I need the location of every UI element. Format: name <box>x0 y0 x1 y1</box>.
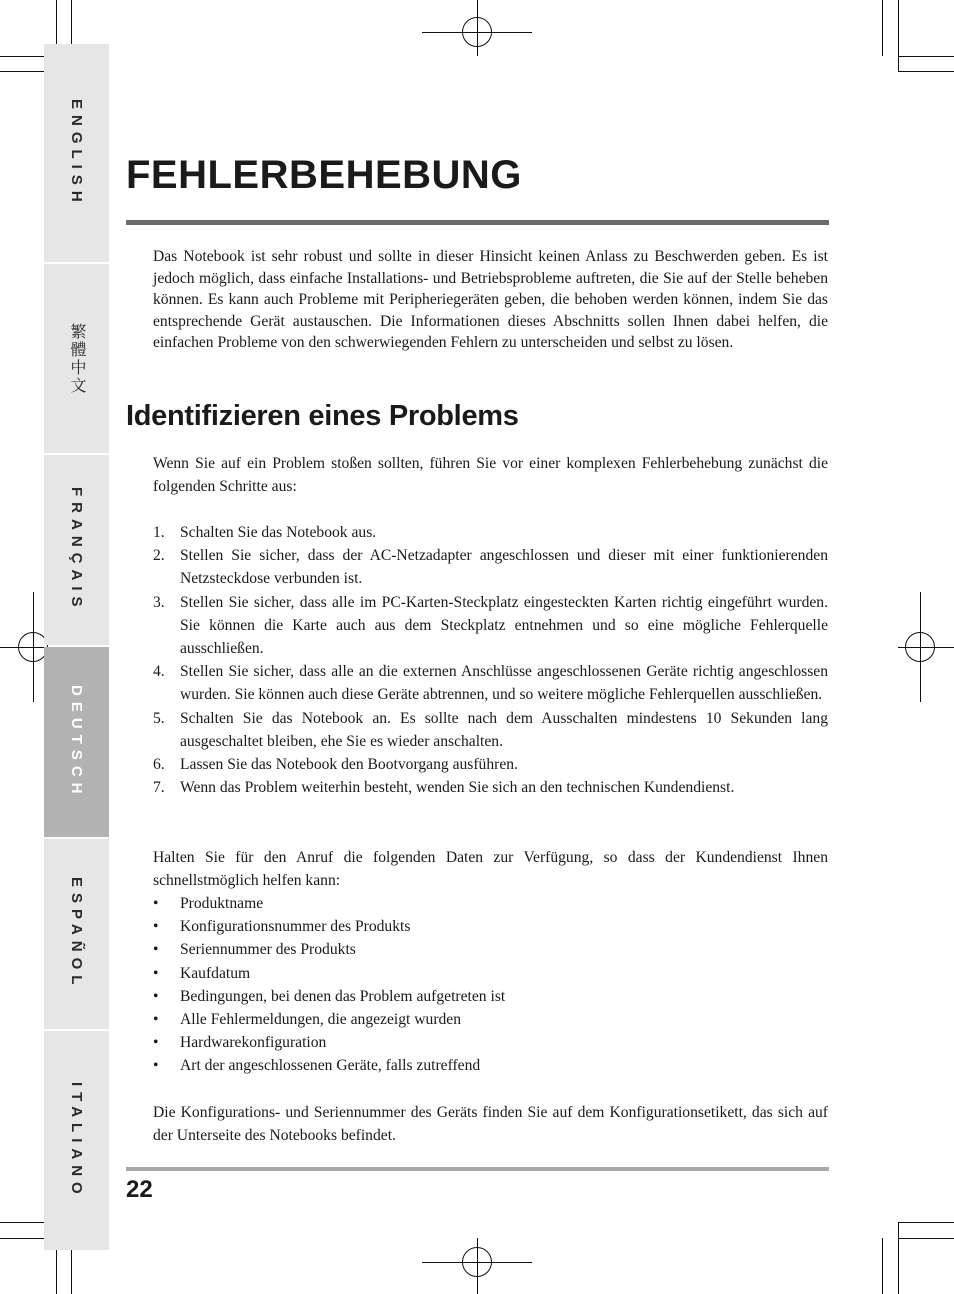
step-number: 5. <box>153 709 165 727</box>
closing-paragraph: Die Konfigurations- und Seriennummer des Geräts finden Sie auf dem Konfigurationsetikett, das sich auf der Unterseite des Notebooks befindet. <box>153 1104 828 1145</box>
tab-espanol[interactable] <box>44 839 109 1029</box>
title-divider <box>126 220 829 225</box>
bullet-marker: • <box>153 895 159 912</box>
step-number: 3. <box>153 593 165 611</box>
tab-italiano[interactable] <box>44 1031 109 1250</box>
list-item <box>153 1054 828 1077</box>
section-title: Identifizieren eines Problems <box>126 400 519 432</box>
language-tabs <box>44 44 109 1250</box>
bullet-text: Bedingungen, bei denen das Problem aufgetreten ist <box>180 987 506 1005</box>
section-intro: Wenn Sie auf ein Problem stoßen sollten, führen Sie vor einer komplexen Fehlerbehebung zunächst die folgenden Schritte aus: <box>153 455 828 496</box>
page-title: FEHLERBEHEBUNG <box>126 153 522 197</box>
step-text: Wenn das Problem weiterhin besteht, wenden Sie sich an den technischen Kundendienst. <box>180 779 735 797</box>
step-number: 2. <box>153 547 165 565</box>
bullet-text: Kaufdatum <box>180 964 251 982</box>
support-intro: Halten Sie für den Anruf die folgenden Daten zur Verfügung, so dass der Kundendienst Ihnen schnellstmöglich helfen kann: <box>153 849 828 890</box>
step-text: Lassen Sie das Notebook den Bootvorgang ausführen. <box>180 756 518 774</box>
list-item <box>153 544 828 590</box>
step-text: Schalten Sie das Notebook aus. <box>180 524 377 541</box>
list-item <box>153 660 828 706</box>
list-item <box>153 892 828 915</box>
bullet-marker: • <box>153 941 159 959</box>
bullet-marker: • <box>153 1034 159 1052</box>
list-item <box>153 1031 828 1054</box>
step-text: Stellen Sie sicher, dass der AC-Netzadapter angeschlossen und dieser mit einer funktionierenden Netzsteckdose verbunden ist. <box>180 547 828 588</box>
list-item <box>153 521 828 544</box>
bullet-text: Konfigurationsnummer des Produkts <box>180 918 411 936</box>
intro-paragraph: Das Notebook ist sehr robust und sollte in dieser Hinsicht keinen Anlass zu Beschwerden geben. Es ist jedoch möglich, dass einfache Installations- und Betriebsprobleme auftreten, die Sie auf der Stelle beheben können. Es kann auch Probleme mit Peripheriegeräten geben, die behoben werden können, indem Sie das entsprechende Gerät austauschen. Die Informationen dieses Abschnitts sollen Ihnen dabei helfen, die einfachen Probleme von den schwerwiegenden Fehlern zu unterscheiden und selbst zu lösen. <box>153 248 828 351</box>
tab-traditional-chinese[interactable] <box>44 264 109 453</box>
tab-deutsch[interactable] <box>44 647 109 837</box>
tab-label: DEUTSCH <box>68 684 85 800</box>
bullet-marker: • <box>153 918 159 936</box>
list-item <box>153 753 828 776</box>
list-item <box>153 776 828 799</box>
list-item <box>153 962 828 985</box>
step-text: Stellen Sie sicher, dass alle an die externen Anschlüsse angeschlossenen Geräte richtig angeschlossen wurden. Sie können auch diese Geräte abtrennen, und so weitere mögliche Fehlerquellen ausschließen. <box>180 663 828 704</box>
list-item <box>153 591 828 661</box>
bullet-text: Alle Fehlermeldungen, die angezeigt wurden <box>180 1011 462 1029</box>
tab-francais[interactable] <box>44 455 109 645</box>
bullet-text: Produktname <box>180 895 264 912</box>
tab-label: ENGLISH <box>68 98 85 208</box>
tab-label: ESPAÑOL <box>68 877 85 991</box>
step-text: Schalten Sie das Notebook an. Es sollte nach dem Ausschalten mindestens 10 Sekunden lang ausgeschaltet bleiben, ehe Sie es wieder anschalten. <box>180 709 828 750</box>
bullet-marker: • <box>153 1011 159 1029</box>
step-number: 7. <box>153 779 165 797</box>
step-number: 4. <box>153 663 165 681</box>
step-number: 1. <box>153 524 165 541</box>
list-item <box>153 707 828 753</box>
list-item <box>153 938 828 961</box>
step-text: Stellen Sie sicher, dass alle im PC-Karten-Steckplatz eingesteckten Karten richtig eingeführt wurden. Sie können die Karte auch aus dem Steckplatz entnehmen und so eine mögliche Fehlerquelle ausschließen. <box>180 593 828 658</box>
steps-list <box>153 521 828 799</box>
tab-label: FRANÇAIS <box>68 487 85 613</box>
step-number: 6. <box>153 756 165 774</box>
tab-label: ITALIANO <box>68 1081 85 1200</box>
bullet-list <box>153 892 828 1078</box>
list-item <box>153 985 828 1008</box>
list-item <box>153 1008 828 1031</box>
bullet-marker: • <box>153 1057 159 1075</box>
bullet-marker: • <box>153 987 159 1005</box>
footer-divider <box>126 1167 829 1171</box>
bullet-text: Hardwarekonfiguration <box>180 1034 327 1052</box>
bullet-text: Art der angeschlossenen Geräte, falls zutreffend <box>180 1057 481 1075</box>
tab-english[interactable] <box>44 44 109 262</box>
list-item <box>153 915 828 938</box>
page-number: 22 <box>126 1176 153 1203</box>
bullet-marker: • <box>153 964 159 982</box>
bullet-text: Seriennummer des Produkts <box>180 941 356 959</box>
tab-label: 繁體中文 <box>68 322 85 395</box>
